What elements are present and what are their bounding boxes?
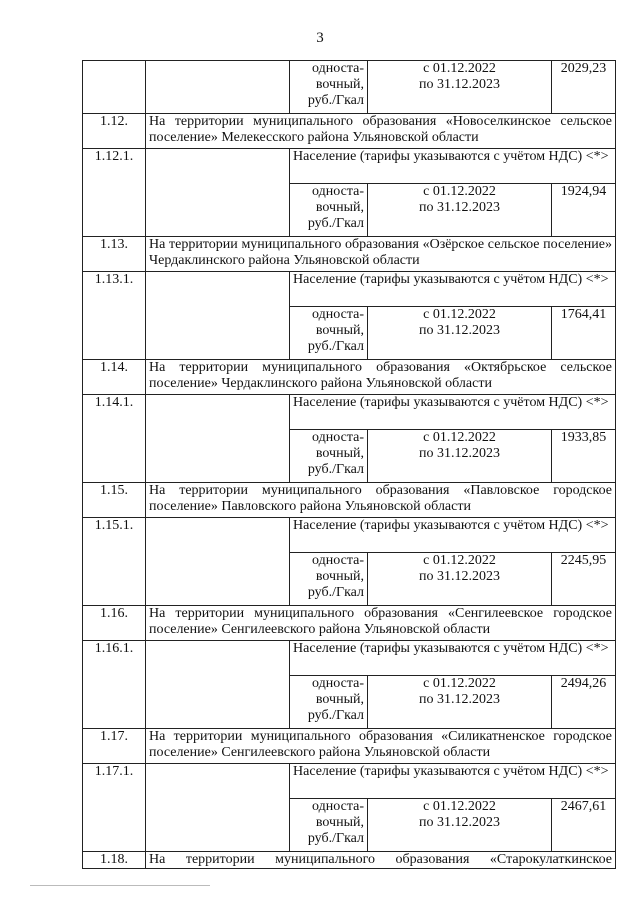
section-number: 1.13.: [83, 237, 146, 272]
section-heading-row: [83, 237, 616, 272]
price-cell: 1933,85: [552, 430, 616, 483]
empty-cell: [146, 641, 290, 729]
footnote-divider: [30, 885, 210, 886]
section-number: 1.16.: [83, 606, 146, 641]
subsection-number: 1.16.1.: [83, 641, 146, 729]
period-cell: с 01.12.2022 по 31.12.2023: [368, 430, 552, 483]
section-heading-row: [83, 606, 616, 641]
period-cell: с 01.12.2022 по 31.12.2023: [368, 307, 552, 360]
empty-cell: [146, 149, 290, 237]
section-heading: На территории муниципального образования «Силикатненское городское поселение» Сенгилеевского района Ульяновской области: [146, 729, 616, 764]
section-number: 1.12.: [83, 114, 146, 149]
period-cell: с 01.12.2022 по 31.12.2023: [368, 184, 552, 237]
subsection-number: 1.17.1.: [83, 764, 146, 852]
price-cell: 2467,61: [552, 799, 616, 852]
population-row: [83, 272, 616, 307]
section-heading-row: [83, 360, 616, 395]
tariff-kind-cell: односта- вочный, руб./Гкал: [290, 553, 368, 606]
section-heading-row: [83, 483, 616, 518]
population-label: Население (тарифы указываются с учётом НДС) <*>: [290, 641, 616, 676]
tariff-kind-cell: односта- вочный, руб./Гкал: [290, 799, 368, 852]
subsection-number: 1.12.1.: [83, 149, 146, 237]
tariff-kind-cell: односта- вочный, руб./Гкал: [290, 184, 368, 237]
section-heading: На территории муниципального образования «Старокулаткинское: [146, 852, 616, 869]
section-heading: На территории муниципального образования «Октябрьское сельское поселение» Чердаклинского района Ульяновской области: [146, 360, 616, 395]
price-cell: 2245,95: [552, 553, 616, 606]
section-heading-row: [83, 729, 616, 764]
population-row: [83, 641, 616, 676]
page-number: 3: [316, 30, 324, 46]
price-cell: 2494,26: [552, 676, 616, 729]
subsection-number: 1.14.1.: [83, 395, 146, 483]
price-cell: 2029,23: [552, 61, 616, 114]
tariff-table: [82, 60, 616, 869]
population-label: Население (тарифы указываются с учётом НДС) <*>: [290, 272, 616, 307]
empty-cell: [146, 61, 290, 114]
population-label: Население (тарифы указываются с учётом НДС) <*>: [290, 395, 616, 430]
section-heading: На территории муниципального образования «Павловское городское поселение» Павловского района Ульяновской области: [146, 483, 616, 518]
price-cell: 1924,94: [552, 184, 616, 237]
tariff-kind-cell: односта- вочный, руб./Гкал: [290, 676, 368, 729]
population-row: [83, 764, 616, 799]
tariff-kind-cell: односта- вочный, руб./Гкал: [290, 61, 368, 114]
population-row: [83, 395, 616, 430]
empty-cell: [146, 518, 290, 606]
period-cell: с 01.12.2022 по 31.12.2023: [368, 799, 552, 852]
population-row: [83, 518, 616, 553]
section-heading-row: [83, 852, 616, 869]
subsection-number: 1.13.1.: [83, 272, 146, 360]
tariff-kind-cell: односта- вочный, руб./Гкал: [290, 307, 368, 360]
population-label: Население (тарифы указываются с учётом НДС) <*>: [290, 764, 616, 799]
section-number: 1.17.: [83, 729, 146, 764]
section-number: 1.14.: [83, 360, 146, 395]
period-cell: с 01.12.2022 по 31.12.2023: [368, 553, 552, 606]
population-row: [83, 149, 616, 184]
row-number-cell: [83, 61, 146, 114]
empty-cell: [146, 395, 290, 483]
section-heading: На территории муниципального образования «Сенгилеевское городское поселение» Сенгилеевского района Ульяновской области: [146, 606, 616, 641]
empty-cell: [146, 764, 290, 852]
population-label: Население (тарифы указываются с учётом НДС) <*>: [290, 518, 616, 553]
section-heading: На территории муниципального образования «Новоселкинское сельское поселение» Мелекесского района Ульяновской области: [146, 114, 616, 149]
section-heading: На территории муниципального образования «Озёрское сельское поселение» Чердаклинского района Ульяновской области: [146, 237, 616, 272]
price-cell: 1764,41: [552, 307, 616, 360]
tariff-kind-cell: односта- вочный, руб./Гкал: [290, 430, 368, 483]
population-label: Население (тарифы указываются с учётом НДС) <*>: [290, 149, 616, 184]
period-cell: с 01.12.2022 по 31.12.2023: [368, 61, 552, 114]
section-heading-row: [83, 114, 616, 149]
section-number: 1.15.: [83, 483, 146, 518]
subsection-number: 1.15.1.: [83, 518, 146, 606]
table-row: [83, 61, 616, 114]
section-number: 1.18.: [83, 852, 146, 869]
period-cell: с 01.12.2022 по 31.12.2023: [368, 676, 552, 729]
empty-cell: [146, 272, 290, 360]
